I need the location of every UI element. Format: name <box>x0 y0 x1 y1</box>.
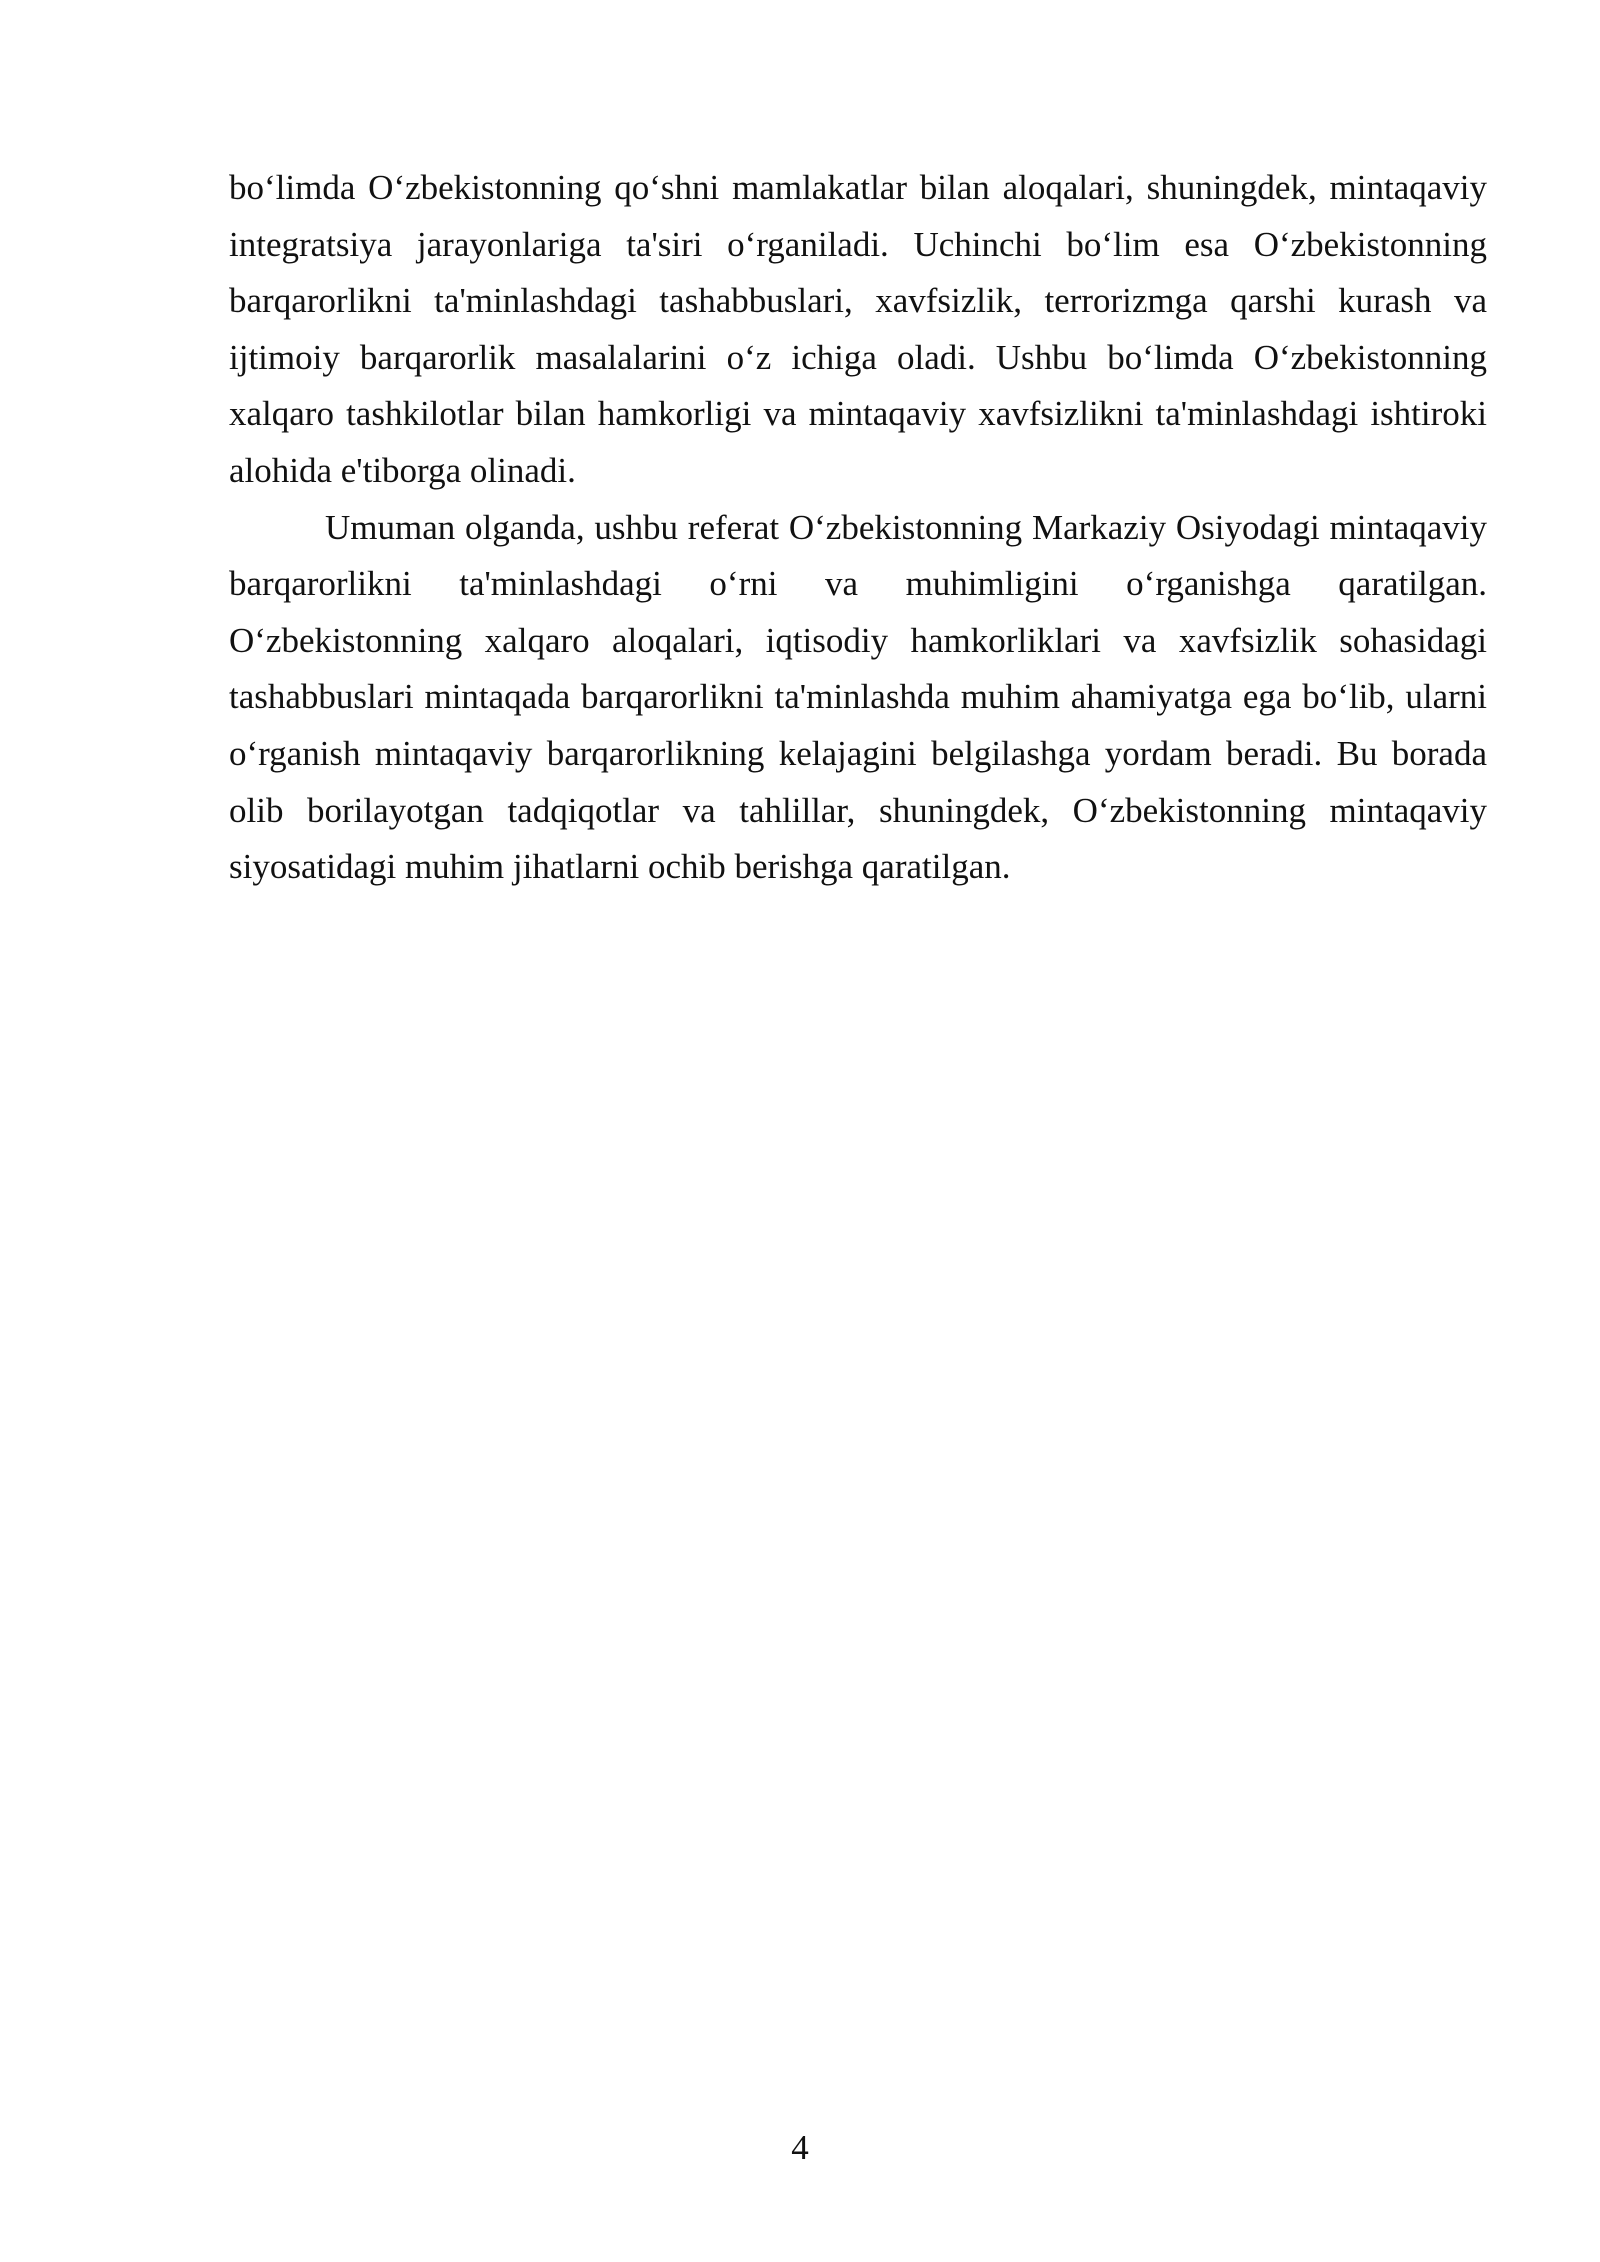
paragraph-continuation: bo‘limda O‘zbekistonning qo‘shni mamlakatlar bilan aloqalari, shuningdek, mintaqaviy integratsiya jarayonlariga ta'siri o‘rganiladi. Uchinchi bo‘lim esa O‘zbekistonning barqarorlikni ta'minlashdagi tashabbuslari, xavfsizlik, terrorizmga qarshi kurash va ijtimoiy barqarorlik masalalarini o‘z ichiga oladi. Ushbu bo‘limda O‘zbekistonning xalqaro tashkilotlar bilan hamkorligi va mintaqaviy xavfsizlikni ta'minlashdagi ishtiroki alohida e'tiborga olinadi. <box>229 168 1487 490</box>
paragraph-summary: Umuman olganda, ushbu referat O‘zbekistonning Markaziy Osiyodagi mintaqaviy barqarorlikni ta'minlashdagi o‘rni va muhimligini o‘rganishga qaratilgan. O‘zbekistonning xalqaro aloqalari, iqtisodiy hamkorliklari va xavfsizlik sohasidagi tashabbuslari mintaqada barqarorlikni ta'minlashda muhim ahamiyatga ega bo‘lib, ularni o‘rganish mintaqaviy barqarorlikning kelajagini belgilashga yordam beradi. Bu borada olib borilayotgan tadqiqotlar va tahlillar, shuningdek, O‘zbekistonning mintaqaviy siyosatidagi muhim jihatlarni ochib berishga qaratilgan. <box>229 507 1487 887</box>
document-body <box>229 160 1487 896</box>
page-number: 4 <box>791 2128 809 2167</box>
